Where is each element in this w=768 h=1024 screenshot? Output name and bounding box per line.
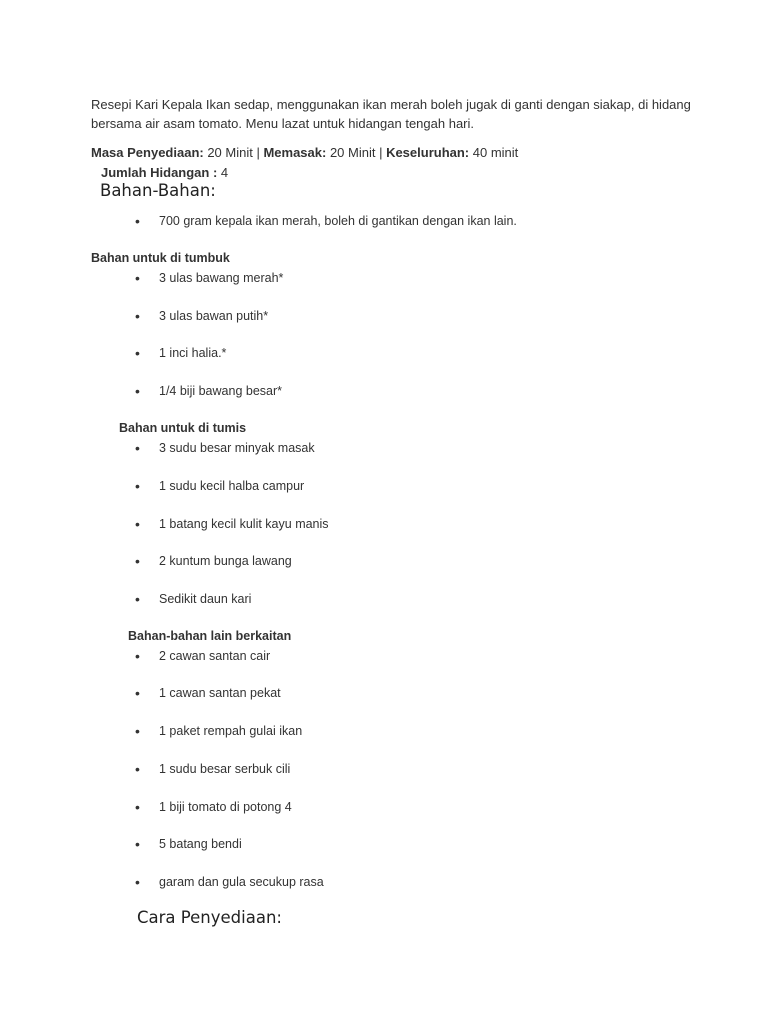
bullet-icon: •: [135, 799, 140, 815]
list-item-text: 1 inci halia.*: [159, 346, 227, 360]
list-item-text: 2 cawan santan cair: [159, 649, 271, 663]
bullet-icon: •: [135, 345, 140, 361]
bullet-icon: •: [135, 685, 140, 701]
list-item-text: 1 biji tomato di potong 4: [159, 800, 292, 814]
list-item-text: 1/4 biji bawang besar*: [159, 384, 282, 398]
prep-value: 20 Minit |: [203, 145, 264, 160]
serving-value: 4: [217, 165, 229, 180]
time-info: [91, 144, 518, 162]
bullet-icon: •: [135, 516, 140, 532]
prep-label: Masa Penyediaan:: [91, 145, 204, 160]
serving-info: [101, 164, 228, 182]
group-title-tumbuk: Bahan untuk di tumbuk: [91, 251, 230, 265]
bullet-icon: •: [135, 440, 140, 456]
total-value: 40 minit: [469, 145, 519, 160]
list-item-text: 1 sudu besar serbuk cili: [159, 762, 291, 776]
list-item-text: 1 sudu kecil halba campur: [159, 479, 305, 493]
ingredients-heading: Bahan-Bahan:: [100, 181, 216, 200]
bullet-icon: •: [135, 836, 140, 852]
group-title-tumis: Bahan untuk di tumis: [119, 421, 247, 435]
bullet-icon: •: [135, 648, 140, 664]
bullet-icon: •: [135, 308, 140, 324]
list-item-text: 3 ulas bawang merah*: [159, 271, 284, 285]
list-item-text: 5 batang bendi: [159, 837, 242, 851]
bullet-icon: •: [135, 383, 140, 399]
list-item-text: 1 cawan santan pekat: [159, 686, 281, 700]
intro-paragraph: Resepi Kari Kepala Ikan sedap, menggunakan ikan merah boleh jugak di ganti dengan siakap, di hidang bersama air asam tomato. Menu lazat untuk hidangan tengah hari.: [91, 97, 691, 131]
list-item-text: 1 paket rempah gulai ikan: [159, 724, 303, 738]
list-item-text: 3 sudu besar minyak masak: [159, 441, 315, 455]
bullet-icon: •: [135, 591, 140, 607]
list-item-text: 1 batang kecil kulit kayu manis: [159, 517, 329, 531]
cook-value: 20 Minit |: [326, 145, 387, 160]
group-title-lain: Bahan-bahan lain berkaitan: [128, 629, 292, 643]
bullet-icon: •: [135, 478, 140, 494]
bullet-icon: •: [135, 874, 140, 890]
total-label: Keseluruhan:: [386, 145, 470, 160]
cook-label: Memasak:: [263, 145, 327, 160]
list-item-text: garam dan gula secukup rasa: [159, 875, 324, 889]
serving-label: Jumlah Hidangan :: [101, 165, 218, 180]
list-item-text: 3 ulas bawan putih*: [159, 309, 269, 323]
list-item-text: Sedikit daun kari: [159, 592, 252, 606]
bullet-icon: •: [135, 761, 140, 777]
bullet-icon: •: [135, 553, 140, 569]
method-heading: Cara Penyediaan:: [137, 908, 282, 927]
bullet-icon: •: [135, 213, 140, 229]
bullet-icon: •: [135, 270, 140, 286]
list-item-text: 2 kuntum bunga lawang: [159, 554, 292, 568]
bullet-icon: •: [135, 723, 140, 739]
list-item-text: 700 gram kepala ikan merah, boleh di gantikan dengan ikan lain.: [159, 214, 517, 228]
